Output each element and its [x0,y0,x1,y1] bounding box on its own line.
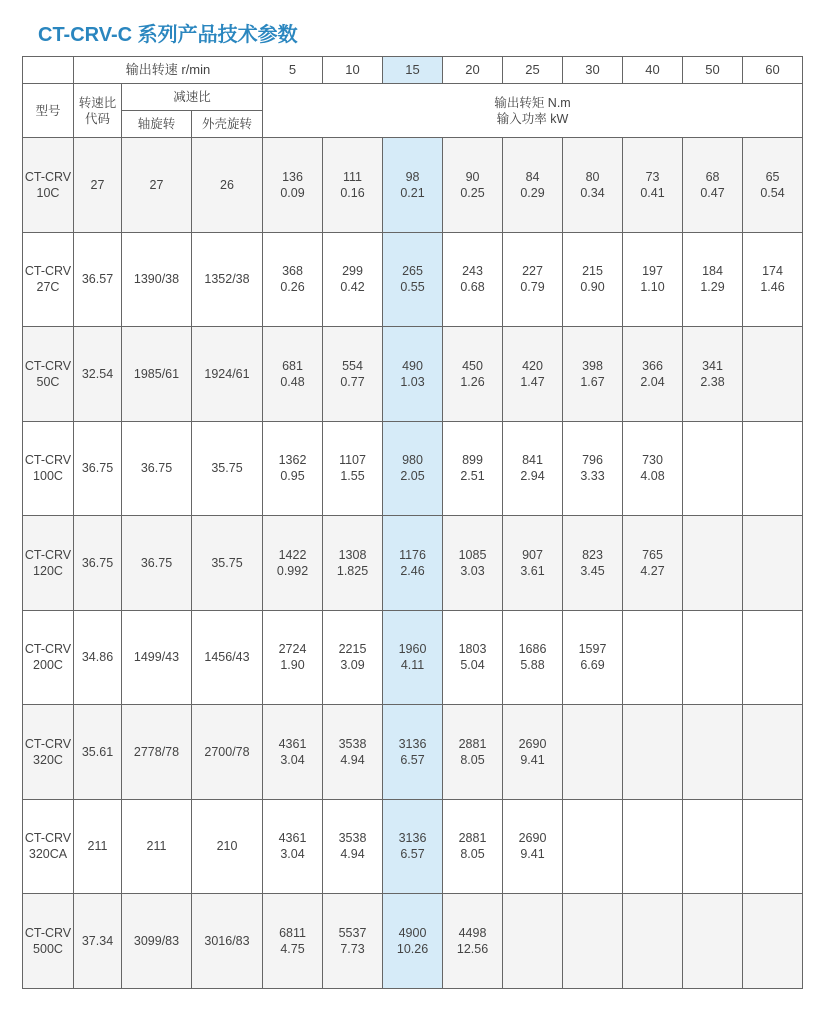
speed-header-cell: 10 [323,57,383,84]
ratio-code-cell: 35.61 [74,705,122,800]
power-value: 0.26 [280,280,305,295]
torque-power-cell [743,705,803,800]
housing-ratio-cell: 210 [192,799,263,894]
ratio-code-cell: 37.34 [74,894,122,989]
power-value: 1.26 [460,374,485,389]
torque-power-cell [743,610,803,705]
power-value: 2.46 [400,563,425,578]
torque-value: 73 [645,169,660,184]
speed-header-cell: 15 [383,57,443,84]
torque-value: 1960 [398,642,427,657]
table-row [23,421,803,516]
torque-power-cell [683,421,743,516]
torque-power-cell [323,799,383,894]
shaft-ratio-cell: 1499/43 [122,610,192,705]
torque-power-cell [263,421,323,516]
ratio-code-cell: 32.54 [74,327,122,422]
torque-power-cell [383,421,443,516]
torque-power-cell [563,516,623,611]
torque-power-cell [263,516,323,611]
power-value: 0.29 [520,185,545,200]
housing-ratio-cell: 3016/83 [192,894,263,989]
shaft-ratio-cell: 2778/78 [122,705,192,800]
power-value: 0.47 [700,185,725,200]
torque-value: 398 [582,358,603,373]
torque-power-cell [743,894,803,989]
power-value: 0.48 [280,374,305,389]
torque-value: 65 [765,169,780,184]
torque-value: 68 [705,169,720,184]
torque-power-cell [683,232,743,327]
torque-power-cell [443,138,503,233]
torque-power-cell [623,516,683,611]
power-label: 输入功率 kW [496,111,569,126]
power-value: 6.57 [400,847,425,862]
speed-header-cell: 25 [503,57,563,84]
torque-power-cell [323,138,383,233]
torque-power-cell [683,610,743,705]
shaft-ratio-cell: 36.75 [122,421,192,516]
torque-value: 84 [525,169,540,184]
torque-value: 1308 [338,547,367,562]
power-value: 7.73 [340,941,365,956]
power-value: 4.11 [400,658,425,673]
torque-power-cell [323,421,383,516]
housing-ratio-cell: 35.75 [192,421,263,516]
power-value: 2.04 [640,374,665,389]
torque-power-cell [563,138,623,233]
shaft-rotation-header: 轴旋转 [122,111,192,138]
ratio-code-cell: 34.86 [74,610,122,705]
torque-value: 1686 [518,642,547,657]
torque-power-cell [263,799,323,894]
torque-power-cell [383,516,443,611]
torque-power-cell [683,799,743,894]
torque-value: 4361 [278,831,307,846]
torque-value: 80 [585,169,600,184]
torque-value: 1803 [458,642,487,657]
reduction-ratio-header: 减速比 [122,84,263,111]
shaft-ratio-cell: 211 [122,799,192,894]
power-value: 1.90 [280,658,305,673]
ratio-code-cell: 211 [74,799,122,894]
torque-value: 215 [582,264,603,279]
torque-power-cell [623,327,683,422]
torque-value: 2881 [458,736,487,751]
power-value: 2.38 [700,374,725,389]
power-value: 0.09 [280,185,305,200]
torque-power-cell [323,610,383,705]
torque-power-cell [323,232,383,327]
model-cell: CT-CRV 27C [23,232,74,327]
table-row [23,232,803,327]
torque-power-cell [623,232,683,327]
torque-value: 1176 [399,547,426,562]
torque-power-cell [383,327,443,422]
table-row [23,327,803,422]
torque-power-cell [563,610,623,705]
torque-power-cell [443,516,503,611]
power-value: 1.29 [700,280,725,295]
speed-header-cell: 50 [683,57,743,84]
torque-value: 554 [342,358,363,373]
torque-value: 227 [522,264,543,279]
power-value: 0.90 [580,280,605,295]
power-value: 6.69 [580,658,605,673]
torque-power-cell [503,610,563,705]
torque-power-cell [503,232,563,327]
housing-ratio-cell: 2700/78 [192,705,263,800]
torque-power-cell [503,894,563,989]
torque-power-cell [683,516,743,611]
ratio-code-header: 转速比代码 [74,84,122,138]
torque-power-cell [743,799,803,894]
model-cell: CT-CRV 10C [23,138,74,233]
torque-value: 841 [522,453,543,468]
torque-power-cell [263,705,323,800]
table-row [23,610,803,705]
torque-value: 2690 [518,831,547,846]
torque-power-cell [503,516,563,611]
power-value: 1.67 [580,374,605,389]
torque-value: 98 [405,169,420,184]
model-cell: CT-CRV 320C [23,705,74,800]
speed-header-cell: 60 [743,57,803,84]
table-row [23,516,803,611]
torque-value: 796 [582,453,603,468]
power-value: 12.56 [456,941,489,956]
torque-value: 90 [465,169,480,184]
torque-power-cell [683,138,743,233]
ratio-code-cell: 36.75 [74,516,122,611]
speed-header-cell: 20 [443,57,503,84]
torque-power-cell [383,138,443,233]
torque-power-cell [323,705,383,800]
torque-power-cell [563,232,623,327]
torque-value: 265 [402,264,423,279]
power-value: 2.51 [460,469,485,484]
model-cell: CT-CRV 100C [23,421,74,516]
housing-ratio-cell: 35.75 [192,516,263,611]
power-value: 10.26 [396,941,429,956]
torque-value: 4361 [278,736,307,751]
torque-value: 3136 [398,736,427,751]
torque-power-cell [623,138,683,233]
power-value: 0.34 [580,185,605,200]
power-value: 5.88 [520,658,545,673]
power-value: 6.57 [400,752,425,767]
torque-power-cell [443,610,503,705]
power-value: 0.16 [340,185,365,200]
torque-power-cell [503,705,563,800]
torque-value: 2690 [518,736,547,751]
torque-power-cell [743,232,803,327]
housing-ratio-cell: 1924/61 [192,327,263,422]
torque-power-cell [383,799,443,894]
torque-value: 1085 [458,547,487,562]
torque-value: 980 [402,453,423,468]
power-value: 4.94 [340,847,365,862]
torque-power-cell [503,421,563,516]
torque-value: 1597 [578,642,607,657]
table-row [23,894,803,989]
torque-value: 341 [702,358,723,373]
power-value: 8.05 [460,847,485,862]
torque-value: 681 [282,358,303,373]
torque-power-cell [383,610,443,705]
torque-value: 243 [462,264,483,279]
speed-header-row [23,57,803,84]
torque-power-cell [683,705,743,800]
torque-power-cell [503,327,563,422]
power-value: 2.05 [400,469,425,484]
model-cell: CT-CRV 120C [23,516,74,611]
shaft-ratio-cell: 1985/61 [122,327,192,422]
torque-power-cell [383,894,443,989]
torque-value: 2881 [458,831,487,846]
speed-header-cell: 5 [263,57,323,84]
ratio-code-cell: 27 [74,138,122,233]
torque-value: 3538 [338,831,367,846]
power-value: 0.41 [640,185,665,200]
torque-value: 730 [642,453,663,468]
torque-power-cell [263,894,323,989]
power-value: 3.03 [460,563,485,578]
model-header: 型号 [23,84,74,138]
power-value: 9.41 [520,847,545,862]
power-value: 1.03 [400,374,425,389]
torque-value: 2724 [278,642,307,657]
torque-value: 366 [642,358,663,373]
ratio-code-cell: 36.75 [74,421,122,516]
power-value: 0.79 [520,280,545,295]
power-value: 3.09 [340,658,365,673]
power-value: 0.42 [340,280,365,295]
torque-power-cell [563,421,623,516]
torque-value: 368 [282,264,303,279]
shaft-ratio-cell: 27 [122,138,192,233]
power-value: 1.825 [336,563,369,578]
power-value: 3.61 [520,563,545,578]
power-value: 3.04 [280,847,305,862]
shaft-ratio-cell: 3099/83 [122,894,192,989]
torque-power-cell [743,138,803,233]
torque-value: 6811 [279,925,306,940]
power-value: 1.46 [760,280,785,295]
power-value: 8.05 [460,752,485,767]
torque-power-cell [323,327,383,422]
speed-header-cell: 40 [623,57,683,84]
torque-value: 420 [522,358,543,373]
ratio-code-cell: 36.57 [74,232,122,327]
torque-power-cell [443,705,503,800]
torque-value: 490 [402,358,423,373]
torque-power-cell [743,421,803,516]
page-title: CT-CRV-C 系列产品技术参数 [38,24,298,46]
torque-power-cell [263,138,323,233]
speed-label: 输出转速 r/min [74,57,263,84]
torque-power-cell [683,894,743,989]
speed-header-cell: 30 [563,57,623,84]
power-value: 0.54 [760,185,785,200]
torque-power-cell [503,799,563,894]
torque-value: 136 [282,169,303,184]
torque-power-cell [563,327,623,422]
torque-value: 111 [343,169,363,184]
torque-power-cell [623,610,683,705]
torque-power-cell [443,421,503,516]
torque-value: 907 [522,547,543,562]
torque-power-cell [623,799,683,894]
torque-power-cell [383,705,443,800]
torque-value: 184 [702,264,723,279]
torque-value: 197 [642,264,663,279]
torque-power-cell [563,705,623,800]
torque-value: 4498 [458,925,487,940]
torque-power-cell [503,138,563,233]
torque-value: 1107 [339,453,366,468]
torque-value: 2215 [338,642,367,657]
power-value: 0.77 [340,374,365,389]
torque-value: 823 [582,547,603,562]
shaft-ratio-cell: 36.75 [122,516,192,611]
housing-rotation-header: 外壳旋转 [192,111,263,138]
power-value: 2.94 [520,469,545,484]
torque-power-cell [623,705,683,800]
torque-power-cell [443,799,503,894]
model-cell: CT-CRV 320CA [23,799,74,894]
torque-power-cell [383,232,443,327]
power-value: 9.41 [520,752,545,767]
power-value: 3.04 [280,752,305,767]
torque-value: 450 [462,358,483,373]
power-value: 1.47 [520,374,545,389]
torque-power-cell [263,610,323,705]
torque-power-cell [443,894,503,989]
torque-power-cell [443,327,503,422]
power-value: 0.68 [460,280,485,295]
torque-power-cell [263,327,323,422]
model-cell: CT-CRV 200C [23,610,74,705]
torque-value: 174 [762,264,783,279]
housing-ratio-cell: 1456/43 [192,610,263,705]
column-header-row [23,84,803,111]
torque-power-cell [323,516,383,611]
power-value: 4.08 [640,469,665,484]
power-value: 0.992 [276,563,309,578]
torque-power-header [263,84,803,138]
table-row [23,138,803,233]
power-value: 4.27 [640,563,665,578]
shaft-ratio-cell: 1390/38 [122,232,192,327]
torque-power-cell [563,799,623,894]
torque-value: 899 [462,453,483,468]
housing-ratio-cell: 1352/38 [192,232,263,327]
torque-power-cell [743,516,803,611]
torque-power-cell [263,232,323,327]
power-value: 3.33 [580,469,605,484]
power-value: 3.45 [580,563,605,578]
torque-power-cell [563,894,623,989]
power-value: 4.75 [280,941,305,956]
power-value: 0.21 [400,185,425,200]
model-cell: CT-CRV 500C [23,894,74,989]
model-cell: CT-CRV 50C [23,327,74,422]
torque-label: 输出转矩 N.m [494,95,571,110]
spec-table [22,56,803,989]
torque-value: 3136 [398,831,427,846]
power-value: 4.94 [340,752,365,767]
housing-ratio-cell: 26 [192,138,263,233]
power-value: 1.10 [640,280,665,295]
torque-value: 5537 [338,925,367,940]
power-value: 0.95 [280,469,305,484]
torque-value: 1362 [278,453,307,468]
table-row [23,705,803,800]
torque-power-cell [683,327,743,422]
power-value: 0.55 [400,280,425,295]
torque-value: 1422 [278,547,307,562]
power-value: 0.25 [460,185,485,200]
torque-value: 299 [342,264,363,279]
torque-power-cell [623,421,683,516]
torque-power-cell [743,327,803,422]
empty-corner-cell [23,57,74,84]
power-value: 5.04 [460,658,485,673]
torque-value: 765 [642,547,663,562]
table-row [23,799,803,894]
power-value: 1.55 [340,469,365,484]
torque-value: 4900 [398,925,427,940]
torque-value: 3538 [338,736,367,751]
torque-power-cell [443,232,503,327]
torque-power-cell [323,894,383,989]
torque-power-cell [623,894,683,989]
